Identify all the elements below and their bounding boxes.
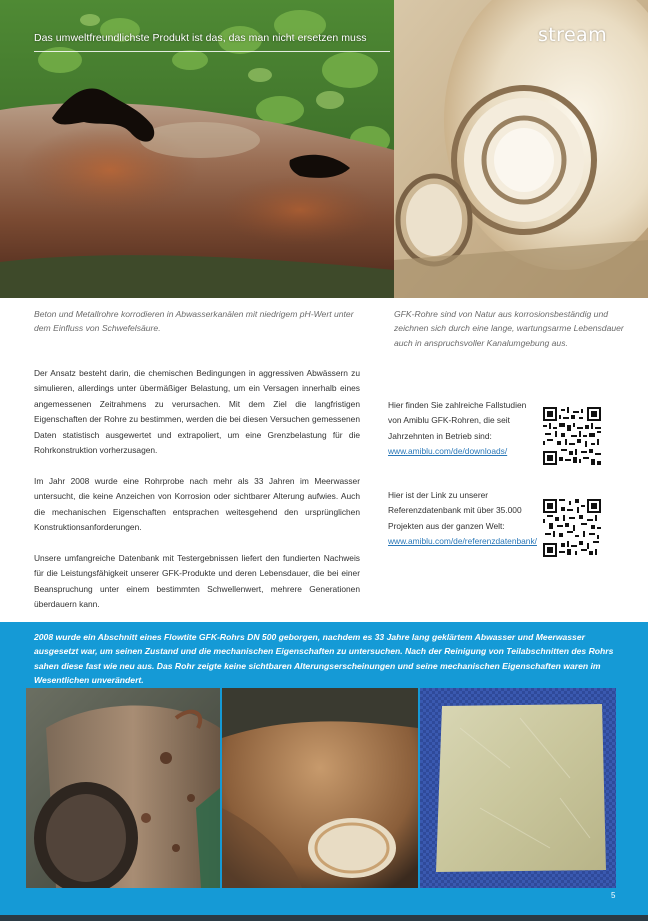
caption-corroded-pipe: Beton und Metallrohre korrodieren in Abwasserkanälen mit niedrigem pH-Wert unter dem Einfluss von Schwefelsäure. — [34, 309, 354, 334]
reference-database-link-block — [388, 488, 538, 550]
page-number: 5 — [611, 891, 616, 900]
reference-database-link[interactable]: www.amiblu.com/de/referenzdatenbank/ — [388, 536, 537, 547]
gfk-pipes-photo — [394, 0, 648, 298]
body-paragraph: Der Ansatz besteht darin, die chemischen Bedingungen in aggressiven Abwässern zu simulieren, allerdings unter übermäßiger Belastung, um ein Versagen innerhalb eines angemessenen Zeitrahmens zu verursachen. Mit dem Ziel die langfristigen Eigenschaften der Rohre zu bestimmen, werden die bei diesen Versuchen gemessenen Daten statistisch ausgewertet und extrapoliert, um eine Grenzbelastung für die Rohrkonstruktion vorherzusagen. — [34, 368, 360, 456]
body-text-column — [34, 366, 360, 628]
case-studies-text: Hier finden Sie zahlreiche Fallstudien von Amiblu GFK-Rohren, die seit Jahrzehnten in Betrieb sind: — [388, 400, 527, 441]
body-paragraph: Unsere umfangreiche Datenbank mit Testergebnissen liefert den fundierten Nachweis für die Leistungsfähigkeit unserer GFK-Produkte und deren Lebensdauer, die bei einer Beanspruchung unter einem bestimmten Schwellenwert, mehrere Generationen überdauern kann. — [34, 552, 360, 610]
band-description: 2008 wurde ein Abschnitt eines Flowtite GFK-Rohrs DN 500 geborgen, nachdem es 33 Jahre lang geklärtem Abwasser und Meerwasser ausgesetzt war, um seinen Zustand und die mechanischen Eigenschaften zu untersuchen. Nach der Reinigung von Teilabschnitten des Rohrs sahen diese fast wie neu aus. Das Rohr zeigte keine sichtbaren Alterungserscheinungen und seine mechanischen Eigenschaften waren im Wesentlichen unverändert. — [34, 632, 614, 686]
caption-gfk-pipes: GFK-Rohre sind von Natur aus korrosionsbeständig und zeichnen sich durch eine lange, wartungsarme Lebensdauer auch in anspruchsvoller Kanalumgebung aus. — [394, 309, 624, 348]
reference-database-text: Hier ist der Link zu unserer Referenzdatenbank mit über 35.000 Projekten aus der ganzen Welt: — [388, 490, 522, 531]
pipe-interior-photo — [222, 688, 418, 888]
qr-code-icon[interactable] — [543, 407, 601, 465]
corroded-pipe-photo — [0, 0, 394, 298]
gfk-sample-photo — [420, 688, 616, 888]
footer-bar — [0, 915, 648, 921]
qr-code-icon[interactable] — [543, 499, 601, 557]
recovered-pipe-photo — [26, 688, 220, 888]
hero-photo-band — [0, 0, 648, 298]
brand-logo: stream — [538, 24, 607, 46]
tagline: Das umweltfreundlichste Produkt ist das, das man nicht ersetzen muss — [34, 32, 367, 44]
case-studies-link-block — [388, 398, 538, 488]
tagline-divider — [34, 51, 390, 52]
downloads-link[interactable]: www.amiblu.com/de/downloads/ — [388, 446, 508, 457]
links-column — [388, 398, 538, 550]
body-paragraph: Im Jahr 2008 wurde eine Rohrprobe nach mehr als 33 Jahren im Meerwasser untersucht, die keine Anzeichen von Korrosion oder sichtbarer Alterung aufwies. Auch die mechanischen Eigenschaften entsprachen weitesgehend den ursprünglichen Konstruktionsanforderungen. — [34, 475, 360, 533]
